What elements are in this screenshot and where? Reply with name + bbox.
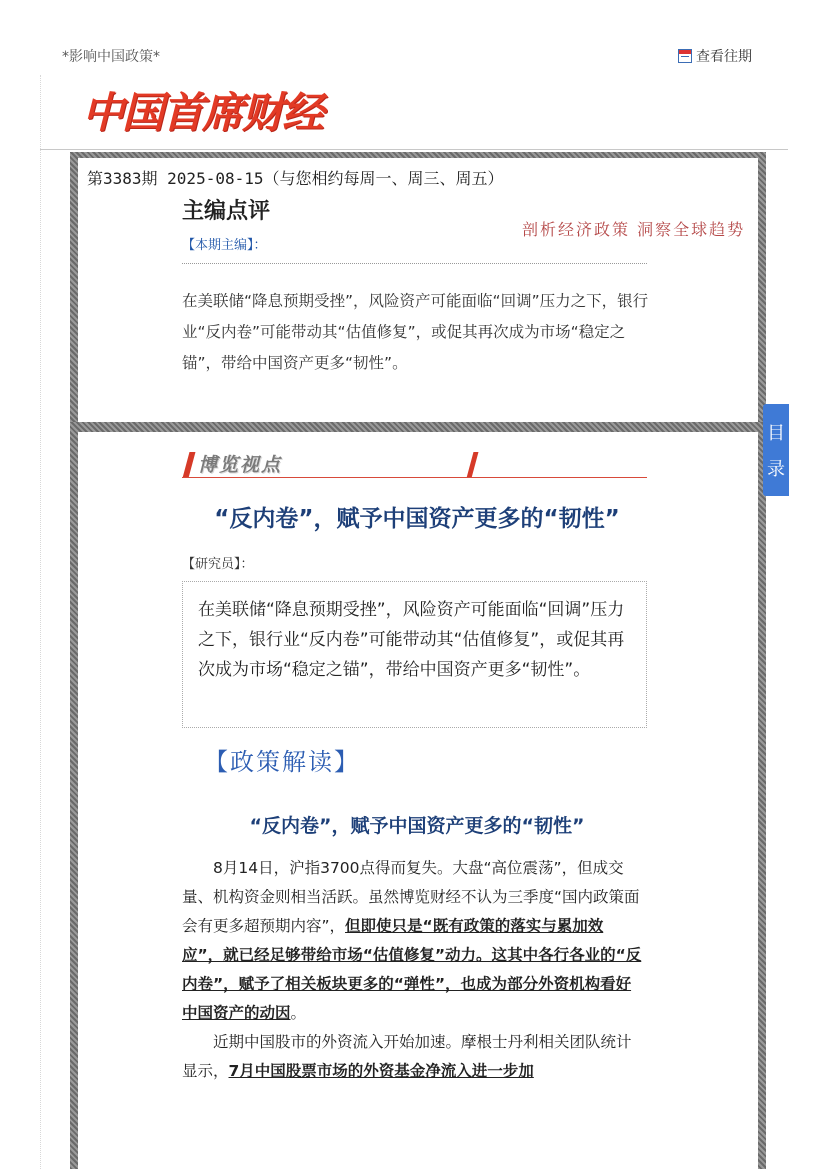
article-body: [182, 854, 644, 1086]
banner-underline: [182, 477, 647, 478]
view-archive-link[interactable]: [678, 46, 752, 66]
banner-flag-right: [467, 452, 479, 478]
policy-interpretation-heading: 【政策解读】: [204, 748, 360, 776]
paragraph-2: [182, 1028, 644, 1086]
toc-char-2: 录: [767, 459, 785, 480]
editor-label: 【本期主编】：: [182, 238, 267, 253]
summary-text: 在美联储“降息预期受挫”，风险资产可能面临“回调”压力之下，银行业“反内卷”可能带动其“估值修复”，或促其再次成为市场“稳定之锚”，带给中国资产更多“韧性”。: [198, 600, 625, 680]
slogan: 剖析经济政策 洞察全球趋势: [522, 220, 746, 239]
tagline: *影响中国政策*: [62, 49, 160, 65]
paragraph-2-highlight: 7月中国股票市场的外资基金净流入进一步加: [228, 1062, 534, 1080]
toc-char-1: 目: [767, 423, 785, 444]
viewpoint-banner: [182, 448, 647, 478]
editor-comment-text: 在美联储“降息预期受挫”，风险资产可能面临“回调”压力之下，银行业“反内卷”可能带动其“估值修复”，或促其再次成为市场“稳定之锚”，带给中国资产更多“韧性”。: [182, 292, 649, 372]
paragraph-1-text: 8月14日，沪指3700点得而复失。大盘“高位震荡”，但成交量、机构资金则相当活跃。虽然博览财经不认为三季度“国内政策面会有更多超预期内容”，: [182, 859, 640, 935]
article-main-headline: “反内卷”，赋予中国资产更多的“韧性”: [214, 506, 620, 532]
paragraph-1: [182, 854, 644, 1028]
left-dotted-guide: [40, 75, 41, 1169]
logo: 中国首席财经: [82, 88, 323, 137]
editor-comment-title: 主编点评: [182, 199, 271, 224]
banner-flag-left: [183, 452, 196, 478]
paragraph-1-end: 。: [290, 1004, 307, 1022]
view-archive-label: 查看往期: [696, 49, 752, 65]
header-divider: [40, 149, 788, 150]
table-of-contents-tab[interactable]: [763, 404, 789, 496]
article-headline: “反内卷”，赋予中国资产更多的“韧性”: [249, 815, 585, 837]
paragraph-1-highlight: 但即使只是“既有政策的落实与累加效应”，就已经足够带给市场“估值修复”动力。这其中各行各业的“反内卷”，赋予了相关板块更多的“弹性”，也成为部分外资机构看好中国资产的动因: [182, 917, 642, 1022]
calendar-icon: [678, 49, 692, 63]
paragraph-2-text: 近期中国股市的外资流入开始加速。摩根士丹利相关团队统计显示，: [182, 1033, 632, 1080]
viewpoint-banner-label: 博览视点: [198, 454, 283, 476]
researcher-label: 【研究员】：: [182, 557, 254, 572]
issue-info: 第3383期 2025-08-15（与您相约每周一、周三、周五）: [87, 169, 504, 188]
editor-divider: [182, 263, 647, 264]
